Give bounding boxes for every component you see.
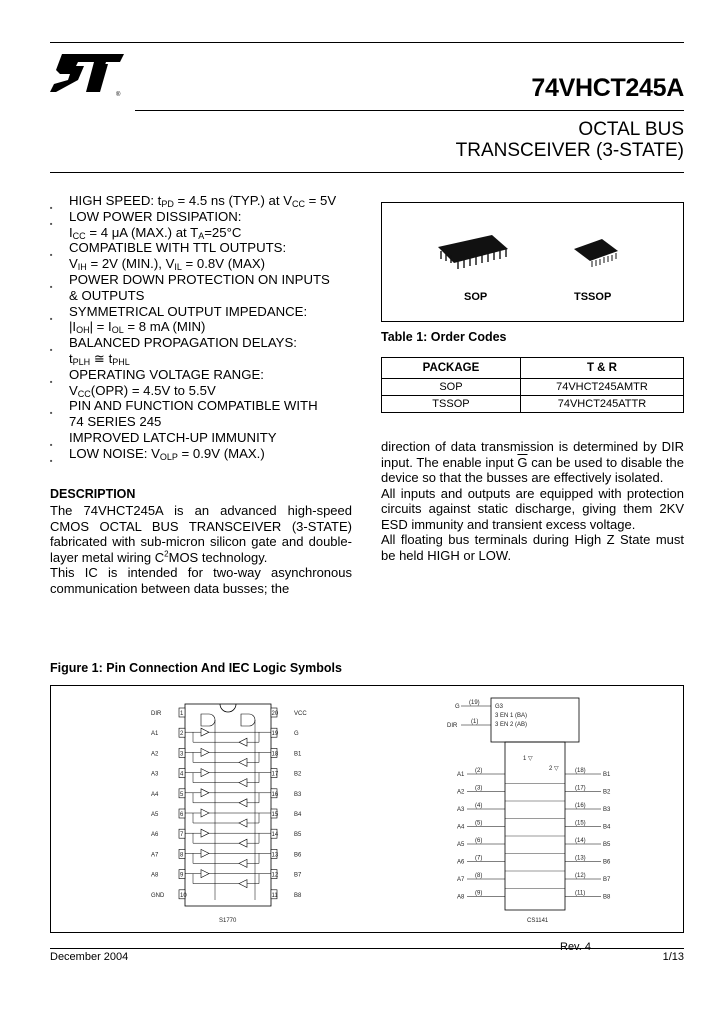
table-row bbox=[382, 379, 684, 396]
bullet-icon: ■ bbox=[50, 457, 53, 463]
table-cell: SOP bbox=[382, 379, 521, 396]
pin-label-right: B1 bbox=[294, 751, 302, 758]
pin-diagram-ref: S1770 bbox=[219, 918, 237, 924]
pin-label-left: A6 bbox=[151, 832, 159, 839]
pin-number-right: 19 bbox=[271, 731, 279, 738]
iec-b-label: B5 bbox=[603, 842, 611, 848]
iec-control-label: 3 EN 2 (AB) bbox=[495, 722, 528, 728]
feature-item bbox=[50, 304, 355, 336]
figure-box bbox=[50, 685, 684, 933]
pin-number-left: 8 bbox=[180, 852, 184, 859]
pin-number-right: 12 bbox=[271, 872, 279, 879]
feature-item bbox=[50, 430, 355, 446]
subtitle-rule bbox=[50, 172, 684, 173]
description-heading: DESCRIPTION bbox=[50, 487, 136, 501]
figure-caption: Figure 1: Pin Connection And IEC Logic Symbols bbox=[50, 661, 342, 675]
pin-label-left: DIR bbox=[151, 711, 162, 717]
pin-number-left: 1 bbox=[180, 711, 184, 717]
pin-label-left: A5 bbox=[151, 812, 159, 818]
iec-b-pin: (14) bbox=[575, 838, 586, 844]
pin-number-right: 16 bbox=[271, 791, 279, 798]
iec-b-pin: (13) bbox=[575, 855, 586, 862]
iec-b-label: B2 bbox=[603, 789, 611, 796]
and-gate-icon bbox=[241, 714, 255, 726]
feature-item bbox=[50, 446, 355, 462]
feature-item bbox=[50, 367, 355, 399]
feature-item bbox=[50, 398, 355, 430]
footer-page: 1/13 bbox=[662, 951, 684, 963]
iec-b-label: B8 bbox=[603, 894, 611, 901]
feature-item bbox=[50, 209, 355, 241]
bullet-icon: ■ bbox=[50, 347, 53, 353]
feature-text: IMPROVED LATCH-UP IMMUNITY bbox=[69, 429, 277, 445]
pin-label-left: A8 bbox=[151, 872, 159, 879]
order-table-header-tr: T & R bbox=[520, 358, 683, 379]
order-codes-table bbox=[381, 357, 684, 413]
iec-a-pin: (3) bbox=[475, 785, 483, 792]
order-table-caption: Table 1: Order Codes bbox=[381, 330, 507, 344]
feature-item bbox=[50, 240, 355, 272]
iec-b-pin: (18) bbox=[575, 768, 586, 774]
pin-number-left: 6 bbox=[180, 812, 184, 818]
bullet-icon: ■ bbox=[50, 441, 53, 447]
iec-a-pin: (9) bbox=[475, 890, 483, 897]
iec-a-pin: (6) bbox=[475, 838, 483, 844]
iec-b-pin: (16) bbox=[575, 803, 586, 809]
pin-number-right: 11 bbox=[271, 892, 278, 899]
pin-label-right: B7 bbox=[294, 872, 302, 879]
bullet-icon: ■ bbox=[50, 252, 53, 258]
iec-b-label: B7 bbox=[603, 877, 611, 883]
pin-connection-diagram bbox=[149, 700, 339, 926]
iec-b-pin: (12) bbox=[575, 873, 586, 879]
iec-control-block bbox=[491, 698, 579, 742]
feature-text: POWER DOWN PROTECTION ON INPUTS & OUTPUTS bbox=[69, 271, 330, 303]
buffer-b-to-a-icon bbox=[239, 859, 247, 867]
feature-text: OPERATING VOLTAGE RANGE: $V_{CC}(OPR) = 4.5V$ to 5.5V bbox=[69, 366, 264, 399]
pin-number-left: 9 bbox=[180, 872, 184, 879]
iec-a-pin: (8) bbox=[475, 873, 483, 879]
iec-g-pin: (19) bbox=[469, 700, 480, 706]
bullet-icon: ■ bbox=[50, 410, 53, 416]
buffer-a-to-b-icon bbox=[201, 789, 209, 797]
description-right-column bbox=[381, 439, 684, 563]
iec-control-label: 3 EN 1 (BA) bbox=[495, 713, 528, 719]
iec-a-pin: (4) bbox=[475, 803, 483, 809]
subtitle-line-1: OCTAL BUS bbox=[578, 119, 684, 140]
buffer-b-to-a-icon bbox=[239, 819, 247, 827]
pin-label-left: A1 bbox=[151, 731, 159, 738]
iec-a-pin: (5) bbox=[475, 820, 483, 827]
iec-diagram-ref: CS1141 bbox=[527, 918, 549, 924]
pin-number-left: 2 bbox=[180, 731, 184, 738]
iec-control-label: G3 bbox=[495, 704, 504, 710]
iec-b-label: B6 bbox=[603, 859, 611, 866]
pin-label-left: A7 bbox=[151, 852, 159, 859]
iec-dir-label: DIR bbox=[447, 723, 458, 729]
iec-b-pin: (11) bbox=[575, 890, 586, 897]
bullet-icon: ■ bbox=[50, 315, 53, 321]
top-rule bbox=[50, 42, 684, 43]
iec-b-label: B1 bbox=[603, 772, 611, 778]
features-list bbox=[50, 193, 355, 462]
sop-label: SOP bbox=[464, 291, 488, 303]
footer-rule bbox=[50, 948, 684, 949]
iec-a-label: A1 bbox=[457, 772, 465, 778]
description-paragraph-5: All floating bus terminals during High Z State must be held HIGH or LOW. bbox=[381, 532, 684, 563]
buffer-b-to-a-icon bbox=[239, 799, 247, 807]
iec-a-label: A6 bbox=[457, 859, 465, 866]
iec-logic-symbol bbox=[431, 694, 631, 930]
svg-text:®: ® bbox=[116, 92, 121, 98]
st-logo bbox=[50, 52, 125, 98]
pin-number-left: 7 bbox=[180, 832, 184, 839]
buffer-b-to-a-icon bbox=[239, 738, 247, 746]
table-cell: 74VHCT245ATTR bbox=[520, 396, 683, 413]
description-paragraph-4: All inputs and outputs are equipped with protection circuits against static discharge, giving them 2KV ESD immunity and transient excess voltage. bbox=[381, 485, 684, 532]
pin-number-right: 13 bbox=[271, 852, 279, 859]
device-subtitle bbox=[456, 119, 684, 161]
table-cell: 74VHCT245AMTR bbox=[520, 379, 683, 396]
buffer-a-to-b-icon bbox=[201, 769, 209, 777]
iec-b-label: B3 bbox=[603, 807, 611, 813]
pin-label-left: GND bbox=[151, 892, 165, 899]
iec-g-label: G bbox=[455, 704, 460, 710]
buffer-a-to-b-icon bbox=[201, 849, 209, 857]
pin-label-right: G bbox=[294, 731, 299, 738]
bullet-icon: ■ bbox=[50, 378, 53, 384]
feature-item bbox=[50, 193, 355, 209]
feature-text: COMPATIBLE WITH TTL OUTPUTS: $V_{IH} = 2V$ (MIN.), $V_{IL} = 0.8V$ (MAX) bbox=[69, 240, 287, 273]
pin-number-left: 5 bbox=[180, 791, 184, 798]
order-table-header-row bbox=[382, 358, 684, 379]
pin-number-left: 3 bbox=[180, 751, 184, 758]
subtitle-line-2: TRANSCEIVER (3-STATE) bbox=[455, 140, 684, 161]
buffer-b-to-a-icon bbox=[239, 839, 247, 847]
iec-a-label: A8 bbox=[457, 894, 465, 901]
pin-number-right: 14 bbox=[271, 832, 279, 839]
buffer-a-to-b-icon bbox=[201, 809, 209, 817]
ic-notch bbox=[220, 704, 236, 712]
description-paragraph-2: This IC is intended for two-way asynchronous communication between data busses; the bbox=[50, 565, 352, 596]
feature-item bbox=[50, 272, 355, 304]
bullet-icon: ■ bbox=[50, 205, 53, 210]
pin-label-left: A4 bbox=[151, 791, 159, 798]
table-cell: TSSOP bbox=[382, 396, 521, 413]
footer-rev: Rev. 4 bbox=[560, 941, 591, 953]
buffer-a-to-b-icon bbox=[201, 870, 209, 878]
pin-number-right: 17 bbox=[271, 771, 279, 778]
buffer-b-to-a-icon bbox=[239, 779, 247, 787]
part-number-title: 74VHCT245A bbox=[531, 74, 684, 102]
pin-number-right: 20 bbox=[271, 711, 279, 717]
table-row bbox=[382, 396, 684, 413]
bullet-icon: ■ bbox=[50, 220, 53, 226]
iec-a-label: A7 bbox=[457, 877, 465, 883]
buffer-b-to-a-icon bbox=[239, 758, 247, 766]
pin-label-right: B8 bbox=[294, 892, 302, 899]
description-left-column bbox=[50, 503, 352, 596]
pin-number-right: 18 bbox=[271, 751, 279, 758]
tssop-package-image bbox=[572, 237, 622, 271]
buffer-b-to-a-icon bbox=[239, 880, 247, 888]
iec-a-pin: (2) bbox=[475, 768, 483, 774]
pin-label-left: A3 bbox=[151, 771, 159, 778]
pin-number-left: 4 bbox=[180, 771, 184, 778]
pin-label-right: B6 bbox=[294, 852, 302, 859]
iec-center-label: 1 ▽ bbox=[523, 756, 533, 762]
feature-text: HIGH SPEED: $t_{PD} = 4.5$ ns (TYP.) at $V_{CC} = 5V$ bbox=[69, 193, 337, 209]
iec-center-label: 2 ▽ bbox=[549, 766, 559, 772]
pin-label-left: A2 bbox=[151, 751, 159, 758]
iec-b-label: B4 bbox=[603, 824, 611, 831]
ic-body bbox=[185, 704, 271, 906]
feature-text: LOW NOISE: $V_{OLP} = 0.9V$ (MAX.) bbox=[69, 445, 265, 462]
feature-text: LOW POWER DISSIPATION: $I_{CC} = 4$ μA (MAX.) at $T_A=25^\circ C$ bbox=[69, 208, 242, 241]
iec-b-pin: (17) bbox=[575, 785, 586, 792]
footer-date: December 2004 bbox=[50, 951, 129, 963]
description-paragraph-1: The 74VHCT245A is an advanced high-speed CMOS OCTAL BUS TRANSCEIVER (3-STATE) fabricated with sub-micron silicon gate and double-layer metal wiring $C^2MOS$ technology. bbox=[50, 503, 352, 565]
feature-text: PIN AND FUNCTION COMPATIBLE WITH 74 SERIES 245 bbox=[69, 398, 318, 430]
buffer-a-to-b-icon bbox=[201, 829, 209, 837]
description-paragraph-3: direction of data transmission is determined by DIR input. The enable input $\overline{G}$ can be used to disable the device so that the busses are effectively isolated. bbox=[381, 439, 684, 485]
pin-number-left: 10 bbox=[180, 892, 187, 899]
buffer-a-to-b-icon bbox=[201, 748, 209, 756]
package-box bbox=[381, 202, 684, 322]
pin-label-right: B4 bbox=[294, 812, 302, 818]
feature-text: SYMMETRICAL OUTPUT IMPEDANCE: $|I_{OH}| = I_{OL} = 8$ mA (MIN) bbox=[69, 303, 308, 336]
iec-b-pin: (15) bbox=[575, 820, 586, 827]
title-rule bbox=[135, 110, 684, 111]
feature-item bbox=[50, 335, 355, 367]
pin-label-right: VCC bbox=[294, 711, 307, 717]
iec-a-label: A4 bbox=[457, 824, 465, 831]
pin-label-right: B2 bbox=[294, 771, 302, 778]
feature-text: BALANCED PROPAGATION DELAYS: $t_{PLH}$ ≅ $t_{PHL}$ bbox=[69, 335, 297, 367]
pin-label-right: B5 bbox=[294, 832, 302, 839]
buffer-a-to-b-icon bbox=[201, 728, 209, 736]
tssop-label: TSSOP bbox=[574, 291, 612, 303]
pin-number-right: 15 bbox=[271, 812, 279, 818]
bullet-icon: ■ bbox=[50, 283, 53, 289]
sop-package-image bbox=[432, 233, 512, 277]
iec-a-label: A3 bbox=[457, 807, 465, 813]
and-gate-icon bbox=[201, 714, 215, 726]
pin-label-right: B3 bbox=[294, 791, 302, 798]
iec-a-label: A2 bbox=[457, 789, 465, 796]
iec-a-label: A5 bbox=[457, 842, 465, 848]
order-table-header-package: PACKAGE bbox=[382, 358, 521, 379]
iec-a-pin: (7) bbox=[475, 855, 483, 862]
iec-dir-pin: (1) bbox=[471, 719, 479, 725]
